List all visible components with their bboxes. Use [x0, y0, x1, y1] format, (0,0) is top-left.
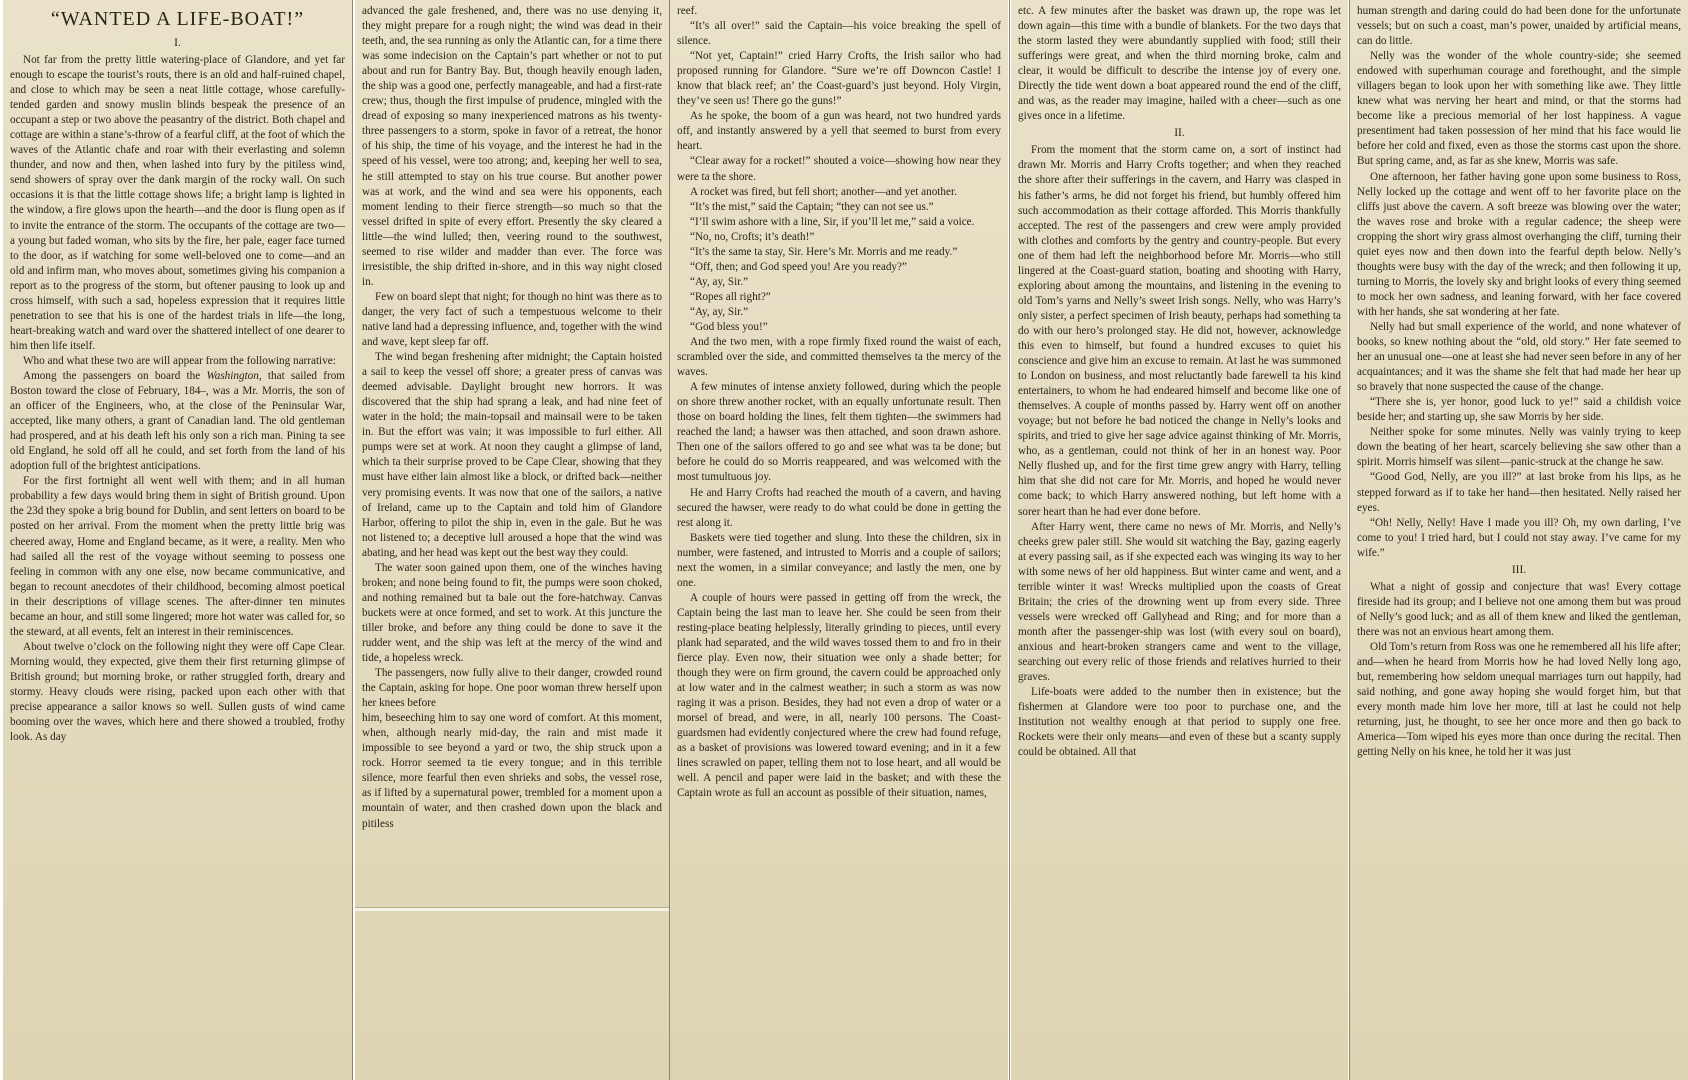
- paragraph: “There she is, yer honor, good luck to ye!” said a childish voice beside her; and starting up, she saw Morris by her side.: [1357, 396, 1681, 424]
- column-tear-line: [355, 907, 669, 911]
- paragraph: Not far from the pretty little watering-place of Glandore, and yet far enough to escape the tourist’s routs, there is an old and half-ruined chapel, and close to which may be seen a neat little cottage, whose carefully-tended garden and snowy muslin blinds bespeak the presence of an occupant a step or two above the peasantry of the district. Both chapel and cottage are within a stane’s-throw of a fearful cliff, at the foot of which the waves of the Atlantic chafe and roar with their everlasting and solemn thunder, and now and then, when lashed into fury by the pitiless wind, send showers of spray over the dank margin of the rocky wall. On such occasions it is that the little cottage shows life; a bright lamp is lighted in the window, a fire glows upon the hearth—and the door is flung open as if to invite the entrance of the storm. The occupants of the cottage are two—a young but faded woman, who sits by the fire, her pale, eager face turned to the door, as if watching for some well-beloved one to come—and an old and infirm man, who moves about, sometimes giving his companion a report as to the progress of the storm, but oftener pausing to look up and cross himself, with such a sad, hopeless expression that it requires little penetration to see that his is one of the hardest trials in life—the long, heart-breaking watch and ward over the shattered intellect of one dearer to him then life itself.: [10, 54, 345, 352]
- paragraph: “Not yet, Captain!” cried Harry Crofts, the Irish sailor who had proposed running for Glandore. “Sure we’re off Downcon Castle! I know that black reef; an’ the Coast-guard’s just beyond. Holy Virgin, they’ve seen us! There go the guns!”: [677, 50, 1001, 108]
- paragraph: Who and what these two are will appear from the following narrative:: [23, 354, 336, 367]
- paragraph: As he spoke, the boom of a gun was heard, not two hundred yards off, and instantly answered by a yell that seemed to burst from every heart.: [677, 110, 1001, 153]
- text-run: Among the passengers on board the: [23, 369, 207, 382]
- paragraph: Life-boats were added to the number then in existence; but the fishermen at Glandore were too poor to purchase one, and the Institution not wealthy enough at that period to supply one free. Rockets were their only means—and even of these but a scanty supply could be obtained. All that: [1018, 686, 1341, 759]
- section-numeral-3: III.: [1511, 563, 1527, 576]
- paragraph: About twelve o’clock on the following night they were off Cape Clear. Morning would, they expected, give them their first returning glimpse of British ground; but morning broke, or rather struggled forth, dreary and stormy. Heavy clouds were rising, packed upon each other with that precise appearance a sailor knows so well. Sullen gusts of wind came booming over the waves, which here and there showed a troubled, frothy look. As day: [10, 640, 345, 744]
- paragraph: “It’s all over!” said the Captain—his voice breaking the spell of silence.: [677, 20, 1001, 48]
- paragraph: And the two men, with a rope firmly fixed round the waist of each, scrambled over the side, and committed themselves ta the mercy of the waves.: [677, 336, 1001, 379]
- paragraph: A few minutes of intense anxiety followed, during which the people on shore threw another rocket, with an equally unfortunate result. Then those on board holding the lines, felt them tighten—the swimmers had reached the land; a hawser was then attached, and soon drawn ashore. Then one of the sailors offered to go and see what was ta be done; but before he could do so Morris reappeared, and was welcomed with the most tumultuous joy.: [677, 381, 1001, 484]
- paragraph: “It’s the same ta stay, Sir. Here’s Mr. Morris and me ready.”: [690, 245, 958, 258]
- section-numeral-2: II.: [1174, 127, 1185, 140]
- paragraph: After Harry went, there came no news of Mr. Morris, and Nelly’s cheeks grew paler still. She would sit watching the Bay, gazing eagerly at every passing sail, as if she expected each was winging its way to her with some news of her old happiness. But winter came and went, and a terrible winter it was! Wrecks multiplied upon the coasts of Great Britain; the cries of the drowning went up from every side. Three vessels were wrecked off Gallyhead and Ring; and for more than a month after the passenger-ship was lost (with every soul on board), anxious and heart-broken strangers came and went to the village, searching out every relic of those friends and relatives hurried to their graves.: [1018, 520, 1341, 684]
- column-1: [3, 0, 352, 1080]
- paragraph: reef.: [677, 5, 698, 17]
- paragraph: advanced the gale freshened, and, there was no use denying it, they might prepare for a rough night; the wind was dead in their teeth, and, the sea running as only the Atlantic can, for a time there was some indecision on the Captain’s part whether or not to put about and run for Bantry Bay. But, though heavily enough laden, the ship was a good one, perfectly manageable, and had a first-rate crew; thus, though the first impulse of prudence, mingled with the dread of exposing so many inexperienced matrons as his twenty-three passengers to a storm, spoke in favor of a retreat, the honor of his ship, the time of his voyage, and the interest he had in the speed of his vessel, were too atrong; and, keeping her well to sea, he still attempted to stay on his true course. But another power was at work, and the wind and sea were his opponents, each moment lending to their fierce strength—so much so that the vessel drifted in spite of every effort. Presently the sky cleared a little—the wind lulled; then, veering round to the southwest, seemed to rise wilder and madder than ever. The force was irresistible, the ship drifted in-shore, and in this way night closed in.: [362, 5, 662, 288]
- column-2: [355, 0, 669, 1080]
- paragraph: From the moment that the storm came on, a sort of instinct had drawn Mr. Morris and Harry Crofts together; and when they reached the shore after their sufferings in the cavern, and Harry was clasped in his father’s arms, he did not forget his friend, but humbly offered him such accommodation as their cottage afforded. This Morris thankfully accepted. The rest of the passengers and crew were amply provided with clothes and comforts by the gentry and country-people. But every one of them had left the neighborhood before Mr. Morris—who still lingered at the Coast-guard station, boating and shooting with Harry, exploring about among the mountains, and listening in the evening to old Tom’s yarns and Nelly’s sweet Irish songs. Nelly, who was Harry’s only sister, a perfect specimen of Irish beauty, perhaps had something ta do with our hero’s prolonged stay. He did not, however, acknowledge this even to himself, but found a hundred excuses to quiet his conscience and give him an excuse to remain. At last he was summoned to London on business, and most reluctantly bade farewell ta his kind entertainers, to whom he had endeared himself and become like one of themselves. A couple of months passed by. Harry went off on another voyage; but not before he bad noticed the change in Nelly’s looks and spirits, and tried to give her sage advice against thinking of Mr. Morris, who, as a gentleman, could not think of her in an honest way. Poor Nelly flushed up, and for the first time grew angry with Harry, telling him that she did not care for Mr. Morris, and hoped he would never come back; to which Harry answered nothing, but left home with a sorer heart than he had ever done before.: [1018, 144, 1341, 518]
- paragraph: Neither spoke for some minutes. Nelly was vainly trying to keep down the beating of her heart, scarcely believing she saw other than a spirit. Morris himself was silent—panic-struck at the change he saw.: [1357, 426, 1681, 469]
- paragraph: “It’s the mist,” said the Captain; “they can not see us.”: [690, 200, 934, 213]
- paragraph: One afternoon, her father having gone upon some business to Ross, Nelly locked up the cottage and went off to her favorite place on the cliffs just above the cavern. A soft breeze was blowing over the water; the waves rose and broke with a regular cadence; the sheep were cropping the short wiry grass almost overhanging the cliff, turning their quiet eyes now and then down into the fearful depth below. Nelly’s thoughts were busy with the day of the wreck; and then following it up, turning to Morris, the lovely sky and bright looks of every thing seemed to mock her own sadness, and leaning forward, with her face covered with her hands, she sat wondering at her fate.: [1357, 170, 1681, 318]
- column-3: [670, 0, 1008, 1080]
- paragraph: “No, no, Crofts; it’s death!”: [690, 230, 815, 243]
- column-divider: [1009, 0, 1010, 1080]
- column-divider: [352, 0, 353, 1080]
- paragraph: Nelly had but small experience of the world, and none whatever of books, so knew nothing about the “old, old story.” Her fate seemed to her an unusual one—one at least she had never seen before in any of her acquaintances; and it was the shame she felt that had made her hear up so bravely that none suspected the cause of the change.: [1357, 320, 1681, 394]
- column-5: [1350, 0, 1688, 1080]
- section-numeral-1: I.: [174, 37, 181, 49]
- paragraph: The wind began freshening after midnight; the Captain hoisted a sail to keep the vessel off shore; a greater press of canvas was deemed advisable. Daylight brought new horrors. It was discovered that the ship had sprang a leak, and had nine feet of water in the hold; the main-topsail and mainsail were to be taken in. But the effort was vain; it was impossible to furl either. All pumps were set at work. At noon they caught a glimpse of land, which ta their surprise proved to be Cape Clear, showing that they must have either lain almost like a block, or drifted back—neither very promising events. It was now that one of the sailors, a native of Ireland, came up to the Captain and told him of Glandore Harbor, offering to pilot the ship in, even in the gale. But he was not listened to; a deceptive lull aroused a hope that the wind was abating, and her head was kept out the best way they could.: [362, 351, 662, 559]
- paragraph: Nelly was the wonder of the whole country-side; she seemed endowed with superhuman courage and forethought, and the simple villagers began to look upon her with something like awe. They little knew what was nerving her heart and mind, or that the storms had become like a precious memorial of her lost happiness. A vague presentiment had taken possession of her mind that his face would lie before her cold and fixed, even as those the storms cast upon the shore. But spring came, and, as far as she knew, Morris was safe.: [1357, 50, 1681, 168]
- paragraph: Few on board slept that night; for though no hint was there as to danger, the very fact of such a tempestuous welcome to their native land had a depressing influence, and, together with the wind and wave, kept sleep far off.: [362, 290, 662, 349]
- column-4: [1011, 0, 1348, 1080]
- paragraph: For the first fortnight all went well with them; and in all human probability a few days would bring them in sight of British ground. Upon the 23d they spoke a brig bound for Dublin, and sent letters on board to be posted on her arrival. From the moment when the pretty little brig was cheered away, Home and England became, as it were, a reality. Men who had sailed all the rest of the voyage without seeming to possess one feeling in common with any one else, now became communicative, and began to recount anecdotes of their childhood, becoming almost poetical in their descriptions of village scenes. The after-dinner ten minutes became an hour, and still some lingered; more hot water was called for, so the steward, at all events, felt an interest in their reminiscences.: [10, 475, 345, 638]
- paragraph: The passengers, now fully alive to their danger, crowded round the Captain, asking for hope. One poor woman threw herself upon her knees before: [362, 667, 662, 710]
- paragraph: “God bless you!”: [690, 320, 768, 333]
- paragraph: “Ay, ay, Sir.”: [690, 305, 749, 318]
- article-headline: “WANTED A LIFE-BOAT!”: [50, 8, 305, 30]
- paragraph: “Oh! Nelly, Nelly! Have I made you ill? Oh, my own darling, I’ve come to you! I tried hard, but I could not stay away. I’ve came for my wife.”: [1357, 516, 1681, 559]
- paragraph: “Off, then; and God speed you! Are you ready?”: [690, 260, 907, 273]
- paragraph: etc. A few minutes after the basket was drawn up, the rope was let down again—this time with a bundle of blankets. For the two days that the storm lasted they were abundantly supplied with food; still their sufferings were great, and when the third morning broke, calm and clear, it would be difficult to describe the intense joy of every one. Directly the tide went down a boat appeared round the end of the cliff, and was, as the reader may imagine, hailed with a cheer—such as one gives once in a lifetime.: [1018, 5, 1341, 123]
- paragraph: him, beseeching him to say one word of comfort. At this moment, when, although nearly mid-day, the rain and mist made it impossible to see beyond a yard or two, the ship struck upon a rock. Horror seemed ta tie every tongue; and in this terrible silence, more fearful then even shrieks and sobs, the vessel rose, as if lifted by a supernatural power, trembled for a moment upon a mountain of water, and then crashed down upon the black and pitiless: [362, 712, 662, 830]
- paragraph: A couple of hours were passed in getting off from the wreck, the Captain being the last man to leave her. She could be seen from their resting-place beating helplessly, literally grinding to pieces, until every plank had separated, and the wild waves tossed them to and fro in their fierce play. Even now, their situation wee only a shade better; for though they were on firm ground, the cavern could be approached only at low water and in the calmest weather; in such a storm as was now raging it was a prison. Besides, they had not even a drop of water or a morsel of bread, and were, in all, nearly 100 persons. The Coast-guardsmen had evidently conjectured where the crew had found refuge, as a basket of provisions was lowered toward evening; and in it a few lines scrawled on paper, telling them not to lose heart, and all would be well. A pencil and paper were laid in the basket; and with these the Captain wrote as full an account as possible of their situation, names,: [677, 591, 1001, 800]
- paragraph: Baskets were tied together and slung. Into these the children, six in number, were fastened, and intrusted to Morris and a couple of sailors; next the women, in a similar conveyance; and lastly the men, one by one.: [677, 531, 1001, 589]
- ship-name: Washington,: [206, 369, 262, 382]
- paragraph: A rocket was fired, but fell short; another—and yet another.: [690, 185, 957, 198]
- paragraph: “Ropes all right?”: [690, 290, 771, 303]
- paragraph: “Good God, Nelly, are you ill?” at last broke from his lips, as he stepped forward as if to take her hand—then hesitated. Nelly raised her eyes.: [1357, 471, 1681, 514]
- paragraph: What a night of gossip and conjecture that was! Every cottage fireside had its group; and I believe not one among them but was proud of Nelly’s good luck; and as all of them knew and liked the gentleman, there was not an envious heart among them.: [1357, 580, 1681, 638]
- paragraph: Old Tom’s return from Ross was one he remembered all his life after; and—when he heard from Morris how he had loved Nelly long ago, but, remembering how seldom unequal marriages turn out happily, had said nothing, and gone away hoping she would forget him, but that every month made him love her more, till at last he could not help returning, just, he thought, to see her once more and then go back to America—Tom wiped his eyes more than once during the recital. Then getting Nelly on his knee, he told her it was just: [1357, 640, 1681, 759]
- paragraph: “Ay, ay, Sir.”: [690, 275, 749, 288]
- paragraph: “I’ll swim ashore with a line, Sir, if you’ll let me,” said a voice.: [690, 215, 975, 228]
- paragraph: [10, 369, 345, 474]
- paragraph: “Clear away for a rocket!” shouted a voice—showing how near they were ta the shore.: [677, 155, 1001, 183]
- text-run: that sailed from Boston toward the close of February, 184–, was a Mr. Morris, the son of an officer of the Engineers, who, at the close of the Peninsular War, accepted, like many others, a grant of Canadian land. The old gentleman had prospered, and at his death left his only son a rich man. Pining ta see old England, he sold off all he could, and set forth from the land of his adoption full of the brightest anticipations.: [10, 369, 345, 473]
- paragraph: He and Harry Crofts had reached the mouth of a cavern, and having secured the hawser, were ready to do what could be done in getting the rest along it.: [677, 486, 1001, 529]
- paragraph: The water soon gained upon them, one of the winches having broken; and none being found to fit, the pumps were soon choked, and nothing remained but ta bale out the fore-hatchway. Canvas buckets were at once formed, and set to work. At this juncture the tiller broke, and before any thing could be done to save it the rudder went, and the ship was left at the mercy of the wind and tide, a hopeless wreck.: [362, 561, 662, 665]
- paragraph: human strength and daring could do had been done for the unfortunate vessels; but on such a coast, man’s power, unaided by artificial means, can do little.: [1357, 5, 1681, 48]
